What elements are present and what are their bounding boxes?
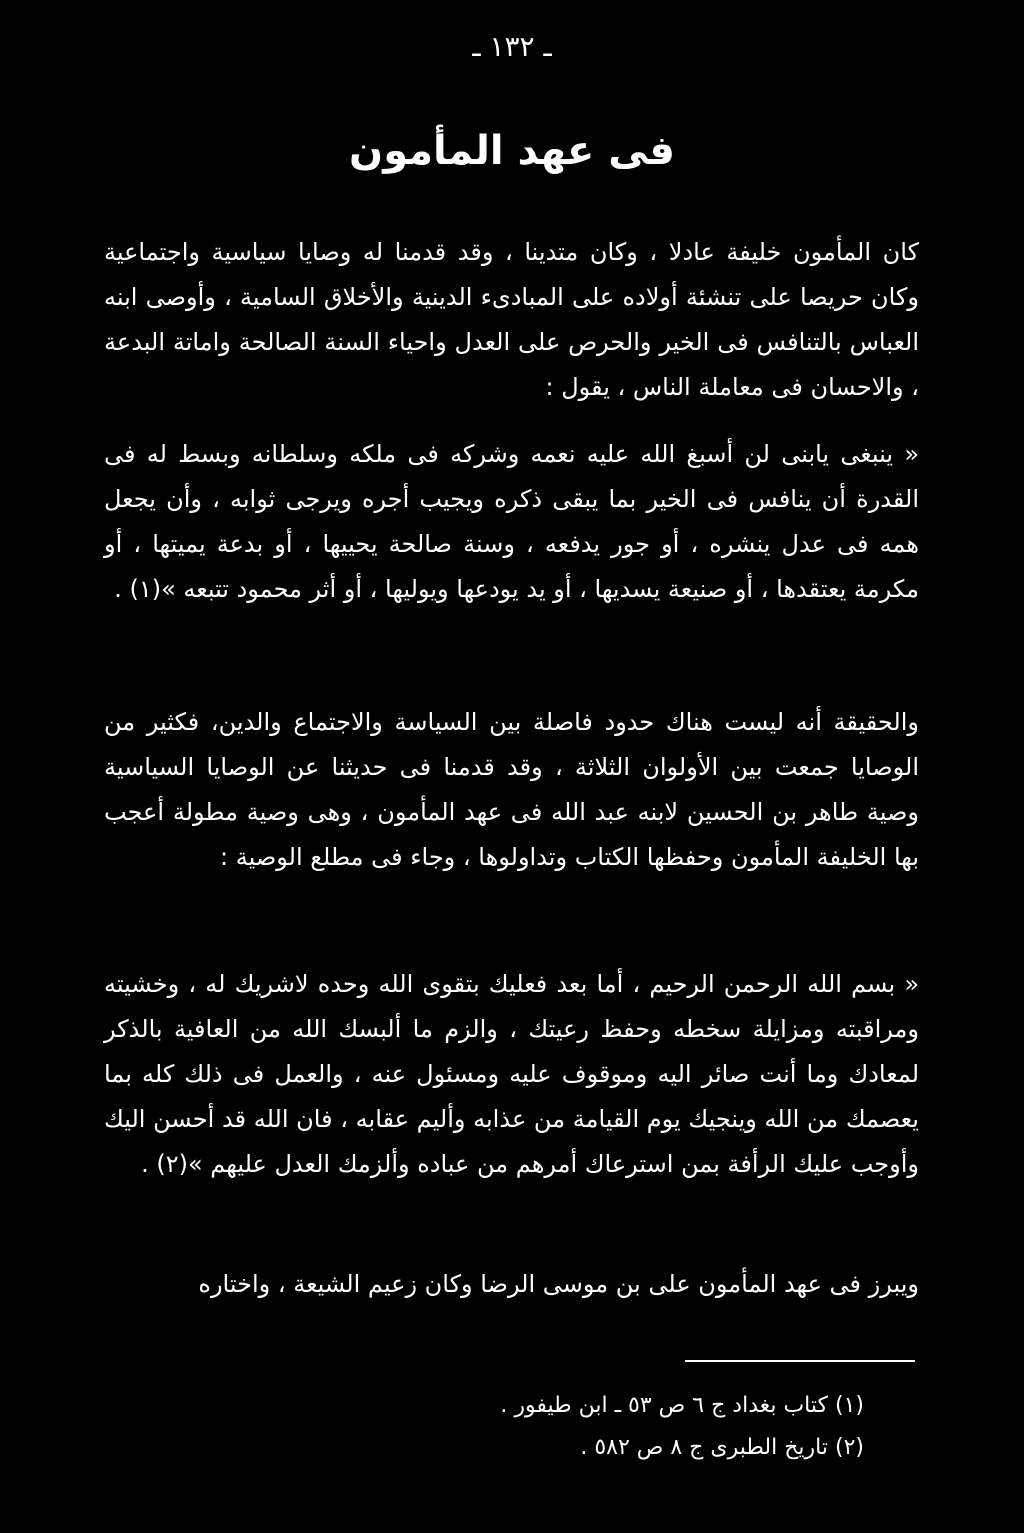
footnote: (١) كتاب بغداد ج ٦ ص ٥٣ ـ ابن طيفور .	[500, 1393, 864, 1418]
quote-paragraph: « ينبغى يابنى لن أسبغ الله عليه نعمه وشركه فى ملكه وسلطانه وبسط له فى القدرة أن ينافس فى الخير بما يبقى ذكره ويجيب أجره ويرجى ثوابه ، وأن يجعل همه فى عدل ينشره ، أو جور يدفعه ، وسنة صالحة يحييها ، أو بدعة يميتها ، أو مكرمة يعتقدها ، أو صنيعة يسديها ، أو يد يودعها ويوليها ، أو أثر محمود تتبعه »(١) .	[104, 440, 919, 603]
body-paragraph: كان المأمون خليفة عادلا ، وكان متدينا ، وقد قدمنا له وصايا سياسية واجتماعية وكان حريصا على تنشئة أولاده على المبادىء الدينية والأخلاق السامية ، وأوصى ابنه العباس بالتنافس فى الخير والحرص على العدل واحياء السنة الصالحة واماتة البدعة ، والاحسان فى معاملة الناس ، يقول :	[104, 238, 919, 401]
page-number: ـ ١٣٢ ـ	[472, 30, 552, 63]
footnote: (٢) تاريخ الطبرى ج ٨ ص ٥٨٢ .	[580, 1435, 864, 1460]
footnote-divider	[685, 1360, 915, 1362]
body-paragraph: والحقيقة أنه ليست هناك حدود فاصلة بين السياسة والاجتماع والدين، فكثير من الوصايا جمعت بين الأولوان الثلاثة ، وقد قدمنا فى حديثنا عن الوصايا السياسية وصية طاهر بن الحسين لابنه عبد الله فى عهد المأمون ، وهى وصية مطولة أعجب بها الخليفة المأمون وحفظها الكتاب وتداولوها ، وجاء فى مطلع الوصية :	[104, 708, 919, 871]
chapter-title: فى عهد المأمون	[349, 128, 675, 174]
quote-paragraph: « بسم الله الرحمن الرحيم ، أما بعد فعليك بتقوى الله وحده لاشريك له ، وخشيته ومراقبته ومزايلة سخطه وحفظ رعيتك ، والزم ما ألبسك الله من العافية بالذكر لمعادك وما أنت صائر اليه وموقوف عليه ومسئول عنه ، والعمل فى ذلك كله بما يعصمك من الله وينجيك يوم القيامة من عذابه وأليم عقابه ، فان الله قد أحسن اليك وأوجب عليك الرأفة بمن استرعاك أمرهم من عباده وألزمك العدل عليهم »(٢) .	[104, 970, 919, 1178]
footnotes-list	[164, 1385, 864, 1469]
body-paragraph: ويبرز فى عهد المأمون على بن موسى الرضا وكان زعيم الشيعة ، واختاره	[198, 1270, 919, 1298]
